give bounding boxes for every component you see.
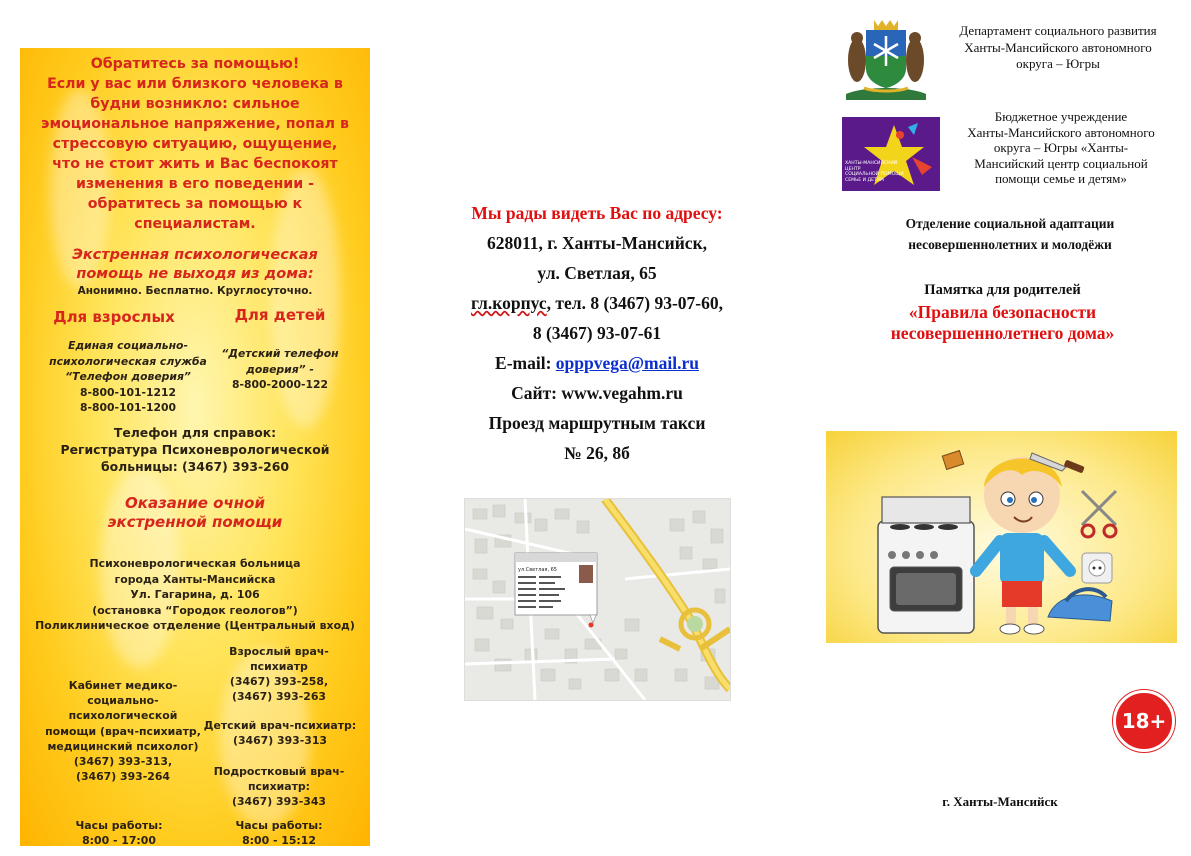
hours-right: Часы работы: 8:00 - 15:12 xyxy=(235,819,323,846)
home-safety-illustration xyxy=(826,431,1177,643)
phone-line-1 xyxy=(430,293,764,314)
age-rating-badge xyxy=(1113,690,1175,752)
emergency-subtitle: Анонимно. Бесплатно. Круглосуточно. xyxy=(77,285,313,297)
help-flyer-panel xyxy=(20,48,370,846)
hours-left: Часы работы: 8:00 - 17:00 xyxy=(75,819,163,846)
welcome-text: Мы рады видеть Вас по адресу: xyxy=(471,203,723,223)
site-line: Сайт: www.vegahm.ru xyxy=(511,383,683,403)
email-label: E-mail: xyxy=(495,353,556,373)
inperson-title: Оказание очной экстренной помощи xyxy=(107,494,283,531)
transport-line-2: № 26, 8б xyxy=(564,443,630,463)
emergency-title: Экстренная психологическая помощь не выходя из дома: xyxy=(72,247,318,282)
email-link[interactable]: opppvega@mail.ru xyxy=(555,353,699,373)
city-name: г. Ханты-Мансийск xyxy=(942,794,1058,809)
cabinet-info: Кабинет медико- социально- психологической помощи (врач-психиатр, медицинский психолог) (3467) 393-313, (3467) 393-264 xyxy=(45,679,201,784)
logo-caption: ХАНТЫ-МАНСИЙСКИЙ ЦЕНТР СОЦИАЛЬНОЙ ПОМОЩИ СЕМЬЕ И ДЕТЯМ xyxy=(845,161,904,183)
address-line-1: 628011, г. Ханты-Мансийск, xyxy=(486,233,708,253)
map-popup-title: ул.Светлая, 65 xyxy=(518,567,557,573)
adults-hotline: Единая социально- психологическая служба “Телефон доверия” 8-800-101-1212 8-800-101-1200 xyxy=(49,339,207,414)
hospital-info: Психоневрологическая больница города Ханты-Мансийска Ул. Гагарина, д. 106 (остановка “Городок геологов”) Поликлиническое отделение (Центральный вход) xyxy=(35,557,355,632)
map-graphic xyxy=(465,499,730,700)
adult-psychiatrist: Взрослый врач- психиатр (3467) 393-258, (3467) 393-263 xyxy=(229,645,329,703)
child-psychiatrist: Детский врач-психиатр: (3467) 393-313 xyxy=(203,719,357,747)
memo-label: Памятка для родителей xyxy=(924,282,1081,298)
division-name: Отделение социальной адаптации несовершеннолетних и молодёжи xyxy=(905,216,1115,252)
teen-psychiatrist: Подростковый врач- психиатр: (3467) 393-343 xyxy=(213,765,345,808)
children-header: Для детей xyxy=(234,306,326,324)
institution-name: Бюджетное учреждение Ханты-Мансийского автономного округа – Югры «Ханты- Мансийский центр социальной помощи семье и детям» xyxy=(967,109,1155,186)
info-phone: Телефон для справок: Регистратура Психоневрологической больницы: (3467) 393-260 xyxy=(60,425,330,474)
building-label: гл.корпус xyxy=(470,293,547,313)
phone-1: , тел. 8 (3467) 93-07-60, xyxy=(546,293,724,313)
email-line xyxy=(430,353,764,374)
age-rating-label: 18+ xyxy=(1121,709,1167,733)
memo-title: «Правила безопасности несовершеннолетнего дома» xyxy=(890,302,1115,343)
adults-header: Для взрослых xyxy=(53,308,175,326)
children-hotline: “Детский телефон доверия” - 8-800-2000-122 xyxy=(221,347,339,391)
intro-text: Обратитесь за помощью! Если у вас или близкого человека в будни возникло: сильное эмоциональное напряжение, попал в стрессовую ситуацию, ощущение, что не стоит жить и Вас беспокоят изменения в его поведении - обратитесь за помощью к специалистам. xyxy=(41,56,349,232)
institution-logo xyxy=(842,117,940,191)
phone-line-2: 8 (3467) 93-07-61 xyxy=(532,323,662,343)
coat-of-arms-logo xyxy=(844,16,928,100)
address-line-2: ул. Светлая, 65 xyxy=(537,263,657,283)
location-map xyxy=(464,498,731,701)
department-name: Департамент социального развития Ханты-Мансийского автономного округа – Югры xyxy=(959,23,1157,71)
transport-line-1: Проезд маршрутным такси xyxy=(488,413,706,433)
